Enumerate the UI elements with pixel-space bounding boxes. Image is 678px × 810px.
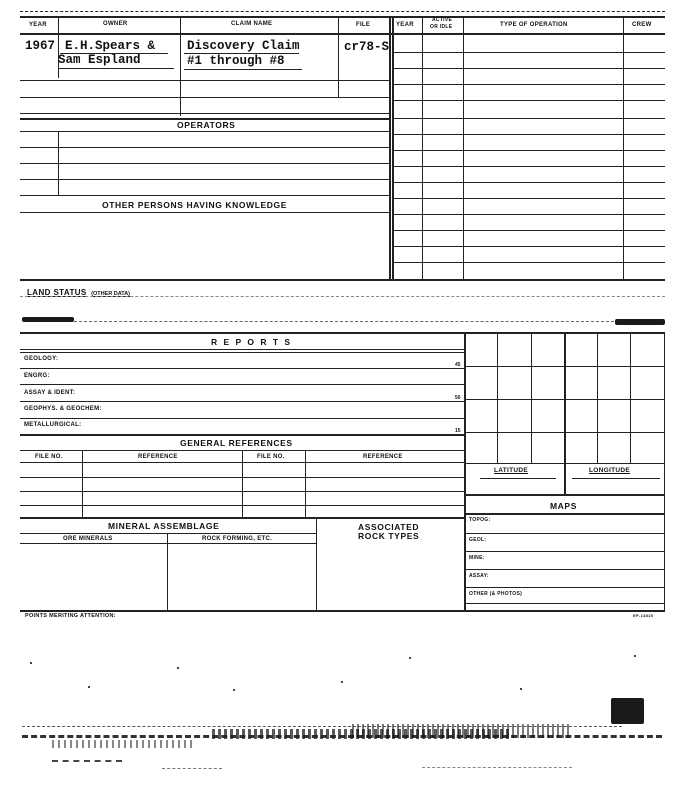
- ink-smudge-left: [22, 317, 74, 322]
- map-other: OTHER (& PHOTOS): [469, 591, 523, 597]
- scan-noise-band: [22, 720, 667, 780]
- header-active: ACTIVE: [432, 17, 453, 23]
- associated-label: ASSOCIATED: [358, 522, 420, 532]
- rock-types-label: ROCK TYPES: [358, 531, 420, 541]
- other-persons-heading: OTHER PERSONS HAVING KNOWLEDGE: [102, 200, 288, 210]
- reports-heading: R E P O R T S: [211, 337, 293, 347]
- grid-number-50: 50: [455, 395, 461, 401]
- ref-reference-2: REFERENCE: [363, 454, 403, 460]
- grid-number-45: 45: [455, 362, 461, 368]
- report-engrg: ENGRG:: [24, 373, 50, 379]
- latitude-label: LATITUDE: [494, 467, 529, 474]
- record-year: 1967: [25, 39, 56, 53]
- form-number: EP-14815: [633, 613, 654, 618]
- map-topog: TOPOG:: [469, 517, 491, 523]
- scan-noise-dots: [0, 630, 678, 720]
- report-geology: GEOLOGY:: [24, 356, 59, 362]
- ref-file-no-2: FILE NO.: [257, 454, 285, 460]
- ore-minerals-label: ORE MINERALS: [63, 536, 113, 542]
- operators-heading: OPERATORS: [177, 120, 236, 130]
- longitude-label: LONGITUDE: [589, 467, 630, 474]
- rock-forming-label: ROCK FORMING, ETC.: [202, 536, 273, 542]
- general-references-heading: GENERAL REFERENCES: [180, 438, 293, 448]
- report-assay: ASSAY & IDENT:: [24, 390, 76, 396]
- record-file: cr78-S: [344, 40, 390, 54]
- ref-file-no-1: FILE NO.: [35, 454, 63, 460]
- header-year: YEAR: [29, 22, 47, 28]
- header-or-idle: OR IDLE: [430, 24, 453, 30]
- header-claim-name: CLAIM NAME: [231, 21, 273, 27]
- report-metallurgical: METALLURGICAL:: [24, 422, 82, 428]
- map-assay: ASSAY:: [469, 573, 489, 579]
- record-owner-line-1: E.H.Spears &: [65, 39, 156, 53]
- report-geophys: GEOPHYS. & GEOCHEM:: [24, 406, 102, 412]
- header-crew: CREW: [632, 22, 652, 28]
- header-type-of-operation: TYPE OF OPERATION: [500, 22, 568, 28]
- header-owner: OWNER: [103, 21, 128, 27]
- ref-reference-1: REFERENCE: [138, 454, 178, 460]
- land-status-subtitle: (OTHER DATA): [91, 291, 131, 297]
- record-owner-line-2: Sam Espland: [58, 53, 141, 67]
- map-mine: MINE:: [469, 555, 485, 561]
- record-claim-line-2: #1 through #8: [187, 54, 285, 68]
- land-status-title: LAND STATUS: [27, 288, 87, 297]
- record-claim-line-1: Discovery Claim: [187, 39, 300, 53]
- mineral-assemblage-heading: MINERAL ASSEMBLAGE: [108, 521, 220, 531]
- points-meriting-attention: POINTS MERITING ATTENTION:: [25, 613, 116, 619]
- header-year-2: YEAR: [396, 22, 414, 28]
- map-geol: GEOL:: [469, 537, 487, 543]
- grid-number-15: 15: [455, 428, 461, 434]
- header-file: FILE: [356, 22, 371, 28]
- ink-blot-bottom-right: [611, 698, 644, 724]
- maps-heading: MAPS: [550, 501, 577, 511]
- ink-smudge-right: [615, 319, 665, 325]
